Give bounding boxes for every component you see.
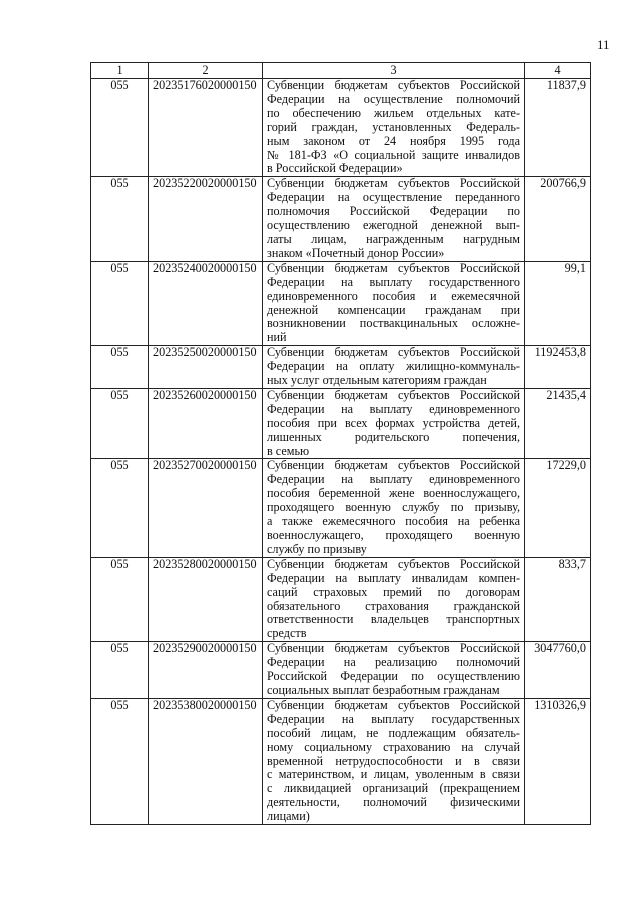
description-line: ному социальному страхованию на случай xyxy=(267,739,520,754)
description-line: Субвенции бюджетам субъектов Российской xyxy=(267,78,520,92)
description-cell xyxy=(263,388,525,459)
description-line: по обеспечению жильем отдельных кате- xyxy=(267,105,520,120)
description-line: временной нетрудоспособности и в связи xyxy=(267,753,520,768)
description-line: горий граждан, установленных Федераль- xyxy=(267,119,520,134)
admin-code-cell: 055 xyxy=(91,698,149,824)
description-cell xyxy=(263,459,525,557)
description-line: Федерации на реализацию полномочий xyxy=(267,655,520,670)
description-line: с ликвидацией организаций (прекращением xyxy=(267,781,520,796)
budget-code-cell: 20235380020000150 xyxy=(149,698,263,824)
description-line: проходящего военную службу по призыву, xyxy=(267,500,520,515)
table-row xyxy=(91,388,591,459)
description-line: Федерации на выплату единовременного xyxy=(267,472,520,487)
amount-cell: 3047760,0 xyxy=(525,642,591,699)
description-line: обязательного страхования гражданской xyxy=(267,598,520,613)
table-row xyxy=(91,557,591,641)
description-line: полномочия Российской Федерации по xyxy=(267,204,520,219)
admin-code-cell: 055 xyxy=(91,459,149,557)
admin-code-cell: 055 xyxy=(91,177,149,261)
description-line: Федерации на осуществление полномочий xyxy=(267,91,520,106)
description-line: саций страховых премий по договорам xyxy=(267,584,520,599)
table-row xyxy=(91,177,591,261)
description-line: денежной компенсации гражданам при xyxy=(267,302,520,317)
description-cell xyxy=(263,261,525,345)
description-line: в семью xyxy=(267,443,310,458)
table-body xyxy=(91,79,591,825)
description-line: Федерации на выплату единовременного xyxy=(267,401,520,416)
description-line: ных услуг отдельным категориям граждан xyxy=(267,373,487,388)
amount-cell: 200766,9 xyxy=(525,177,591,261)
description-line: лишенных родительского попечения, xyxy=(267,429,520,444)
description-line: лицами) xyxy=(267,809,310,824)
description-line: Федерации на оплату жилищно-коммуналь- xyxy=(267,359,520,374)
description-line: в Российской Федерации» xyxy=(267,161,403,176)
budget-code-cell: 20235270020000150 xyxy=(149,459,263,557)
budget-code-cell: 20235260020000150 xyxy=(149,388,263,459)
description-line: с материнством, и лицам, уволенным в связи xyxy=(267,767,520,782)
amount-cell: 1310326,9 xyxy=(525,698,591,824)
table-row xyxy=(91,459,591,557)
table-row xyxy=(91,261,591,345)
description-line: Российской Федерации по осуществлению xyxy=(267,669,520,684)
table-row xyxy=(91,79,591,177)
table-row xyxy=(91,346,591,389)
admin-code-cell: 055 xyxy=(91,261,149,345)
description-line: пособий лицам, не подлежащим обязатель- xyxy=(267,725,520,740)
amount-cell: 833,7 xyxy=(525,557,591,641)
description-cell xyxy=(263,79,525,177)
header-col-2: 2 xyxy=(149,63,263,79)
description-line: осуществлению ежегодной денежной вып- xyxy=(267,218,520,233)
table-header-row xyxy=(91,63,591,79)
admin-code-cell: 055 xyxy=(91,642,149,699)
description-line: Федерации на выплату инвалидам компен- xyxy=(267,570,520,585)
description-line: ответственности владельцев транспортных xyxy=(267,612,520,627)
description-line: Федерации на выплату государственного xyxy=(267,274,520,289)
description-line: ным законом от 24 ноября 1995 года xyxy=(267,133,520,148)
description-cell xyxy=(263,557,525,641)
budget-code-cell: 20235250020000150 xyxy=(149,346,263,389)
description-cell xyxy=(263,346,525,389)
table-row xyxy=(91,642,591,699)
amount-cell: 99,1 xyxy=(525,261,591,345)
amount-cell: 11837,9 xyxy=(525,79,591,177)
budget-code-cell: 20235290020000150 xyxy=(149,642,263,699)
description-line: средств xyxy=(267,626,307,641)
admin-code-cell: 055 xyxy=(91,346,149,389)
description-cell xyxy=(263,698,525,824)
description-line: военнослужащего, проходящего военную xyxy=(267,528,520,542)
budget-code-cell: 20235280020000150 xyxy=(149,557,263,641)
admin-code-cell: 055 xyxy=(91,388,149,459)
header-col-1: 1 xyxy=(91,63,149,79)
description-line: Субвенции бюджетам субъектов Российской xyxy=(267,176,520,191)
budget-code-cell: 20235176020000150 xyxy=(149,79,263,177)
description-line: а также ежемесячного пособия на ребенка xyxy=(267,514,520,529)
budget-code-cell: 20235240020000150 xyxy=(149,261,263,345)
description-line: единовременного пособия и ежемесячной xyxy=(267,288,520,303)
amount-cell: 21435,4 xyxy=(525,388,591,459)
description-line: Субвенции бюджетам субъектов Российской xyxy=(267,387,520,402)
table-row xyxy=(91,698,591,824)
description-line: пособия при всех формах устройства детей, xyxy=(267,415,520,430)
description-line: ний xyxy=(267,330,287,345)
description-line: Субвенции бюджетам субъектов Российской xyxy=(267,458,520,473)
header-col-3: 3 xyxy=(263,63,525,79)
description-line: деятельности, полномочий физическими xyxy=(267,795,520,810)
description-line: Субвенции бюджетам субъектов Российской xyxy=(267,556,520,571)
description-cell xyxy=(263,642,525,699)
description-line: знаком «Почетный донор России» xyxy=(267,245,445,260)
description-line: пособия беременной жене военнослужащего, xyxy=(267,486,520,501)
budget-table xyxy=(90,62,591,825)
description-line: Субвенции бюджетам субъектов Российской xyxy=(267,697,520,712)
budget-code-cell: 20235220020000150 xyxy=(149,177,263,261)
description-line: латы лицам, награжденным нагрудным xyxy=(267,231,520,246)
description-line: возникновении поствакцинальных осложне- xyxy=(267,316,520,331)
description-line: Субвенции бюджетам субъектов Российской xyxy=(267,641,520,656)
description-line: социальных выплат безработным гражданам xyxy=(267,682,500,697)
page-number: 11 xyxy=(597,37,610,52)
amount-cell: 1192453,8 xyxy=(525,346,591,389)
admin-code-cell: 055 xyxy=(91,557,149,641)
description-line: Субвенции бюджетам субъектов Российской xyxy=(267,345,520,360)
description-line: № 181-ФЗ «О социальной защите инвалидов xyxy=(267,147,520,162)
description-line: Субвенции бюджетам субъектов Российской xyxy=(267,260,520,275)
description-line: Федерации на выплату государственных xyxy=(267,711,520,726)
description-line: Федерации на осуществление переданного xyxy=(267,190,520,205)
description-line: службу по призыву xyxy=(267,541,367,556)
header-col-4: 4 xyxy=(525,63,591,79)
admin-code-cell: 055 xyxy=(91,79,149,177)
description-cell xyxy=(263,177,525,261)
amount-cell: 17229,0 xyxy=(525,459,591,557)
